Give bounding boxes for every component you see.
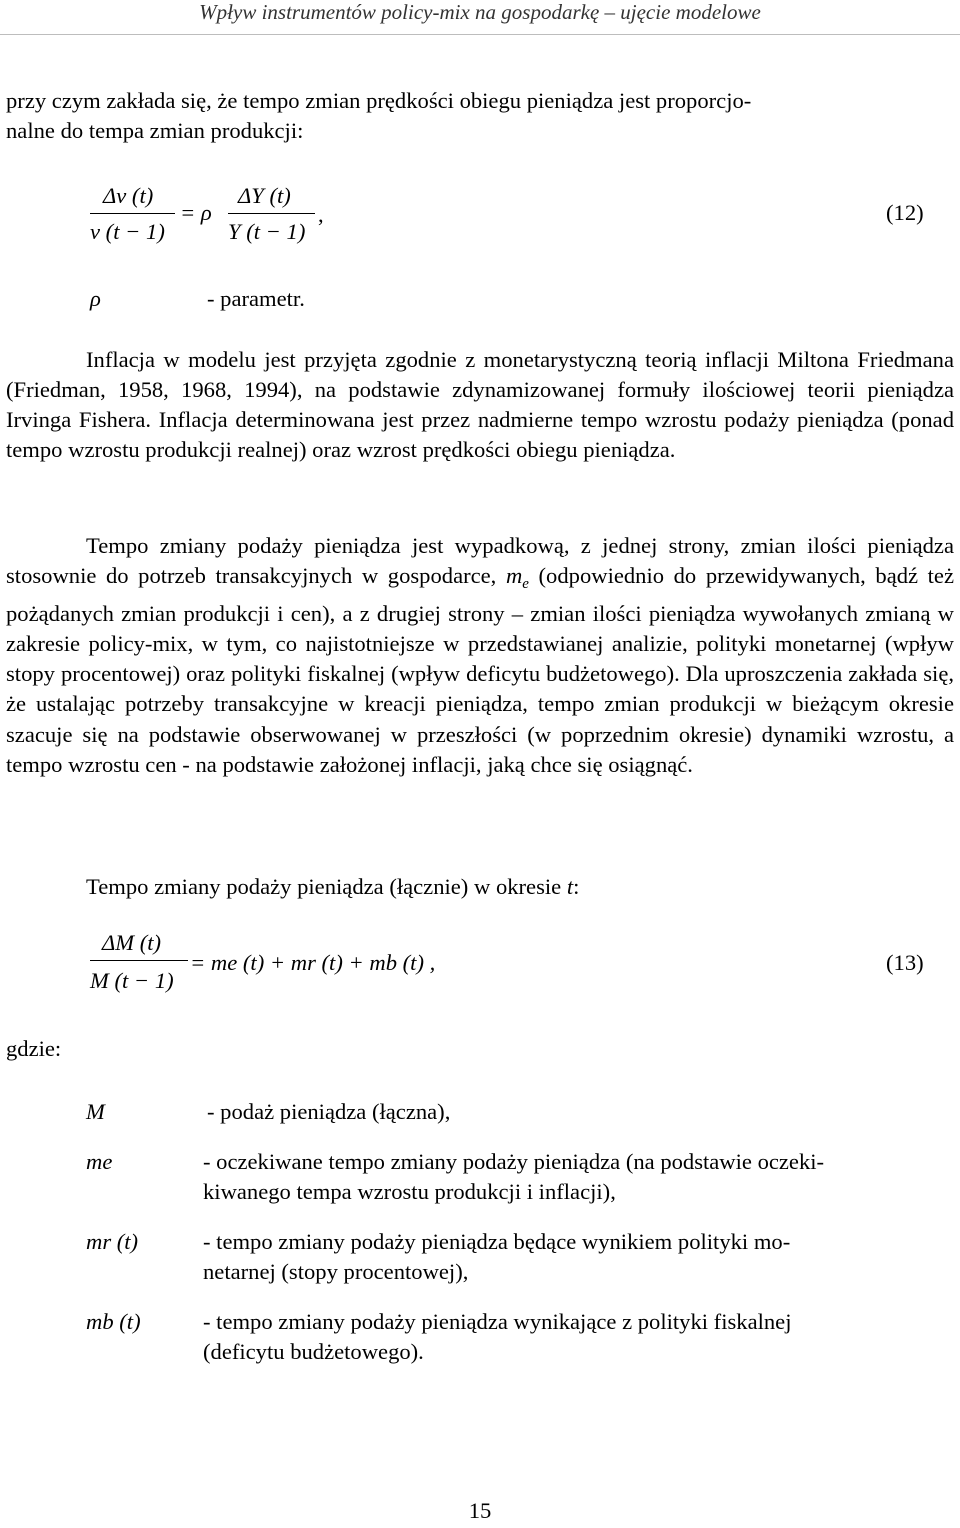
paragraph-money-supply	[6, 531, 954, 780]
eq13-number: (13)	[886, 950, 924, 975]
eq12-comma: ,	[318, 202, 324, 227]
desc-line: - oczekiwane tempo zmiany podaży pieniądza (na podstawie oczeki-	[203, 1149, 825, 1174]
eq12-numerator-right: ΔY (t)	[238, 183, 291, 208]
rho-description: - parametr.	[207, 286, 305, 311]
desc-M: - podaż pieniądza (łączna),	[207, 1099, 451, 1124]
p2-text-a: Tempo zmiany podaży pieniądza jest wypadkową, z jednej strony, zmian ilości pieniądza stosownie do potrzeb transakcyjnych w gospodarce,	[6, 533, 954, 589]
desc-line: - tempo zmiany podaży pieniądza wynikające z polityki fiskalnej	[203, 1309, 792, 1334]
symbol-me: me	[86, 1149, 113, 1174]
desc-mb-line-1	[203, 1309, 792, 1365]
desc-line: kiwanego tempa wzrostu produkcji i inflacji),	[203, 1179, 616, 1204]
eq12-denominator-left: v (t − 1)	[90, 219, 165, 244]
paragraph-inflation: Inflacja w modelu jest przyjęta zgodnie z monetarystyczną teorią inflacji Miltona Friedmana (Friedman, 1958, 1968, 1994), na podstawie zdynamizowanej formuły ilościowej teorii pieniądza Irvinga Fishera. Inflacja determinowana jest przez nadmierne tempo wzrostu podaży pieniądza (ponad tempo wzrostu produkcji realnej) oraz wzrost prędkości obiegu pieniądza.	[6, 347, 954, 463]
p2-symbol-m: m	[505, 563, 523, 589]
desc-line: (deficytu budżetowego).	[203, 1339, 424, 1364]
where-label: gdzie:	[6, 1036, 62, 1061]
eq12-denominator-right: Y (t − 1)	[228, 219, 306, 244]
running-header: Wpływ instrumentów policy-mix na gospodarkę – ujęcie modelowe	[199, 0, 761, 24]
eq12-number: (12)	[886, 200, 924, 225]
eq12-equals-rho: = ρ	[180, 200, 212, 225]
p2-text-b: (odpowiednio do przewidywanych, bądź też pożądanych zmian produkcji i cen), a z drugiej strony – zmian ilości pieniądza wywołanych zmianą w zakresie policy-mix, w tym, co najistotniejsze w przedstawianej analizie, polityki monetarnej (wpływ stopy procentowej) oraz polityki fiskalnej (wpływ deficytu budżetowego). Dla uproszczenia zakłada się, że ustalając potrzeby transakcyjne w kreacji pieniądza, tempo zmian produkcji w bieżącym okresie szacuje się na podstawie obserwowanej w przeszłości (w poprzednim okresie) dynamiki wzrostu, a tempo wzrostu cen - na podstawie założonej inflacji, jaką chce się osiągnąć.	[6, 563, 954, 777]
p2-symbol-sub: e	[522, 576, 529, 593]
eq12-numerator-left: Δv (t)	[103, 183, 154, 208]
eq12-fraction-bar-left	[90, 213, 175, 214]
eq13-numerator: ΔM (t)	[102, 930, 162, 955]
desc-me-line-1	[203, 1149, 824, 1205]
header-rule	[0, 34, 960, 35]
desc-mr-line-1	[203, 1229, 790, 1285]
paragraph-total-rate	[86, 874, 579, 900]
p3-symbol-t: t	[566, 874, 574, 899]
eq13-right-side: = me (t) + mr (t) + mb (t) ,	[190, 950, 436, 975]
desc-line: netarnej (stopy procentowej),	[203, 1259, 469, 1284]
p3-text-a: Tempo zmiany podaży pieniądza (łącznie) w okresie	[86, 874, 567, 899]
intro-line-1: przy czym zakłada się, że tempo zmian prędkości obiegu pieniądza jest proporcjo-	[6, 88, 752, 113]
desc-line: - tempo zmiany podaży pieniądza będące wynikiem polityki mo-	[203, 1229, 791, 1254]
symbol-M: M	[86, 1099, 105, 1124]
page-number: 15	[468, 1498, 492, 1523]
rho-symbol: ρ	[90, 286, 101, 311]
eq12-fraction-bar-right	[228, 213, 315, 214]
p3-text-b: :	[573, 874, 580, 899]
eq13-fraction-bar	[90, 960, 188, 961]
symbol-mr: mr (t)	[86, 1229, 139, 1254]
eq13-denominator: M (t − 1)	[90, 968, 174, 993]
symbol-mb: mb (t)	[86, 1309, 141, 1334]
intro-line-2: nalne do tempa zmian produkcji:	[6, 118, 304, 143]
